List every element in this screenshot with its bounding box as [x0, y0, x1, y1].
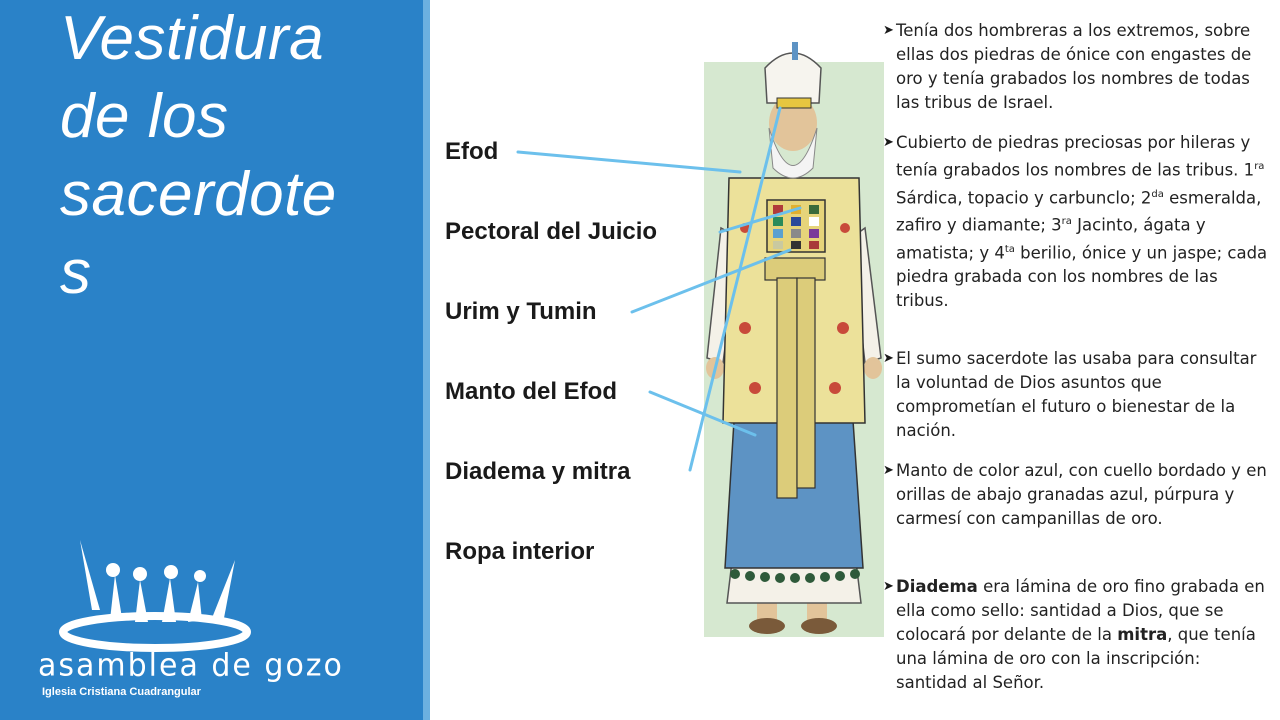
- bullet-manto: [880, 459, 1275, 531]
- label-manto: Manto del Efod: [445, 378, 617, 405]
- logo-wordmark: asamblea de gozo: [38, 647, 344, 684]
- bullet-text: El sumo sacerdote las usaba para consultar la voluntad de Dios asuntos que comprometían el futuro o bienestar de la nación.: [896, 349, 1257, 440]
- label-diadema-mitra: Diadema y mitra: [445, 458, 631, 485]
- slide-title: [60, 0, 410, 312]
- arrow-bullet-icon: ➤: [883, 579, 894, 594]
- bullet-diadema: [880, 575, 1275, 695]
- bullet-text: Manto de color azul, con cuello bordado y en orillas de abajo granadas azul, púrpura y carmesí con campanillas de oro.: [896, 461, 1267, 528]
- bullet-text: Cubierto de piedras preciosas por hileras y tenía grabados los nombres de las tribus. $1^{ra}$ Sárdica, topacio y carbunclo; $2^{da}$ esmeralda, zafiro y diamante; $3^{ra}$ Jacinto, ágata y amatista; y $4^{ta}$ berilio, ónice y un jaspe; cada piedra grabada con los nombres de las tribus.: [896, 133, 1268, 310]
- title-line: de los: [60, 82, 229, 151]
- label-urim-tumin: Urim y Tumin: [445, 298, 597, 325]
- bullet-pectoral: [880, 131, 1275, 313]
- arrow-bullet-icon: ➤: [883, 351, 894, 366]
- logo-subtitle: Iglesia Cristiana Cuadrangular: [42, 686, 201, 698]
- title-line: sacerdote: [60, 160, 337, 229]
- bullet-text: Diadema era lámina de oro fino grabada en ella como sello: santidad a Dios, que se colocará por delante de la mitra, que tenía una lámina de oro con la inscripción: santidad al Señor.: [896, 577, 1265, 692]
- label-ropa-interior: Ropa interior: [445, 538, 595, 565]
- sidebar-edge: [423, 0, 430, 720]
- title-line: s: [60, 238, 92, 307]
- label-efod: Efod: [445, 138, 499, 165]
- high-priest-illustration: [695, 28, 895, 640]
- bullet-urim-tumin: [880, 347, 1275, 443]
- label-pectoral: Pectoral del Juicio: [445, 218, 658, 245]
- bullet-text: Tenía dos hombreras a los extremos, sobre ellas dos piedras de ónice con engastes de oro y tenía grabados los nombres de todas las tribus de Israel.: [896, 21, 1252, 112]
- arrow-bullet-icon: ➤: [883, 463, 894, 478]
- arrow-bullet-icon: ➤: [883, 135, 894, 150]
- arrow-bullet-icon: ➤: [883, 23, 894, 38]
- bullet-efod: [880, 19, 1275, 115]
- title-line: Vestidura: [60, 4, 325, 73]
